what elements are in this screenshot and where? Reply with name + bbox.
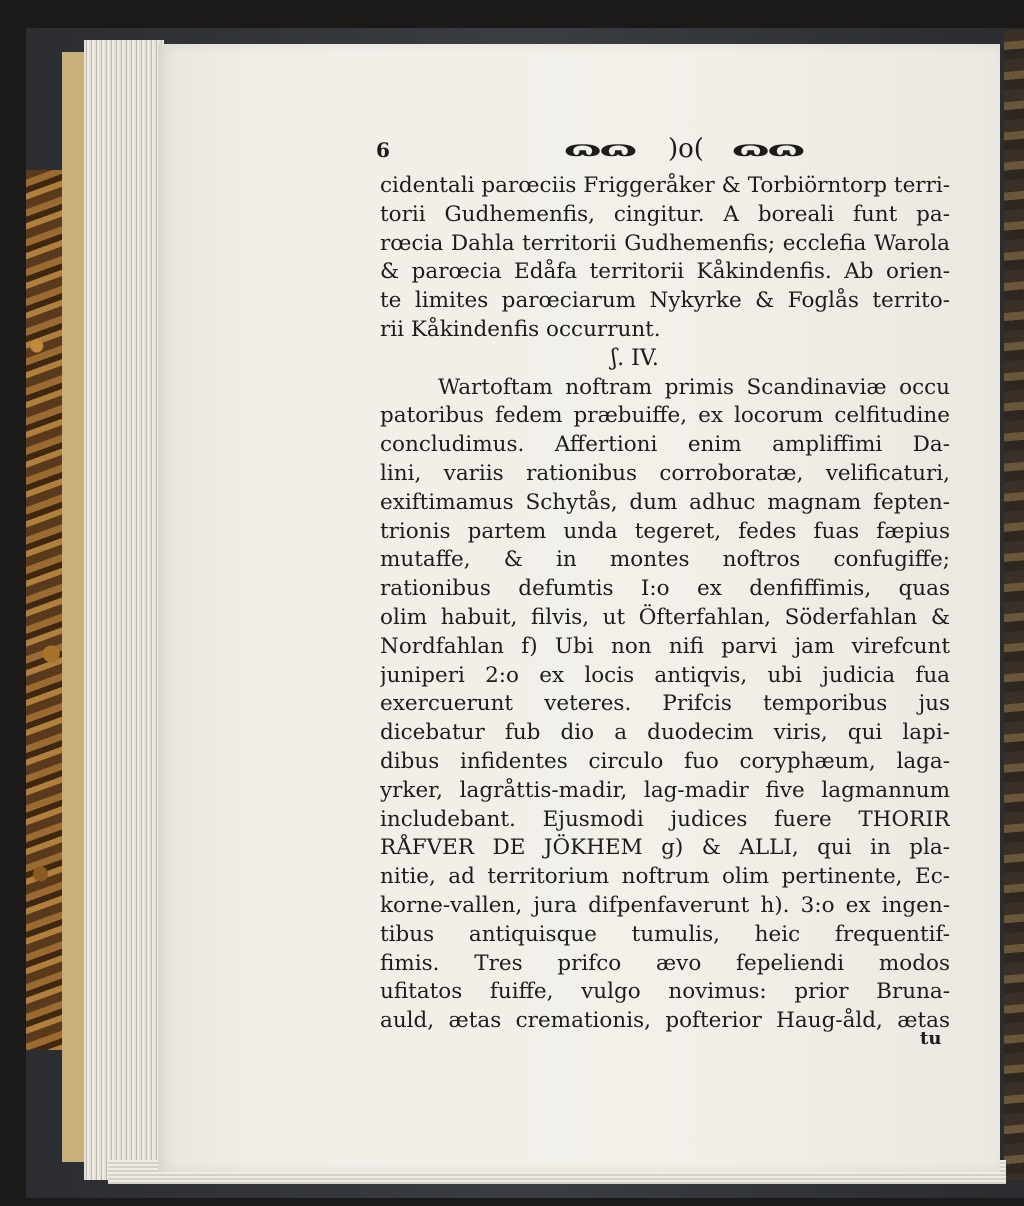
text-line: torii Gudhemenfis, cingitur. A boreali funt pa- [380, 201, 950, 227]
body-text [380, 172, 950, 1036]
ornament-right-icon: ɷɷ [732, 136, 804, 162]
header-mark: )o( [668, 134, 704, 164]
page-number: 6 [376, 138, 390, 162]
text-line: dibus infidentes circulo fuo coryphæum, laga- [380, 748, 950, 774]
text-line: concludimus. Affertioni enim ampliffimi Da- [380, 432, 950, 458]
text-line: rii Kåkindenfis occurrunt. [380, 316, 661, 342]
text-line: dicebatur fub dio a duodecim viris, qui lapi- [380, 720, 950, 746]
text-line: rationibus defumtis I:o ex denfiffimis, quas [380, 576, 950, 602]
text-line: tibus antiquisque tumulis, heic frequentif- [380, 921, 950, 947]
text-line: trionis partem unda tegeret, fedes fuas fæpius [380, 518, 950, 544]
text-line: lini, variis rationibus corroboratæ, velificaturi, [380, 460, 950, 486]
page-edges [84, 40, 164, 1180]
marbled-endpaper [26, 170, 62, 1050]
text-line: exercuerunt veteres. Prifcis temporibus jus [380, 691, 950, 717]
ornament-left-icon: ɷɷ [564, 136, 636, 162]
text-line: auld, ætas cremationis, pofterior Haug-åld, ætas [380, 1008, 950, 1034]
text-line: includebant. Ejusmodi judices fuere THORIR [380, 806, 950, 832]
text-line: patoribus fedem præbuiffe, ex locorum celfitudine [380, 403, 950, 429]
catchword: tu [920, 1028, 942, 1049]
text-line: yrker, lagråttis-madir, lag-madir five lagmannum [380, 777, 950, 803]
text-line: olim habuit, filvis, ut Öfterfahlan, Söderfahlan & [380, 604, 950, 630]
text-line: exiftimamus Schytås, dum adhuc magnam fepten- [380, 489, 950, 515]
text-line: juniperi 2:o ex locis antiqvis, ubi judicia fua [380, 662, 950, 688]
text-line: RÅFVER DE JÖKHEM g) & ALLI, qui in pla- [380, 835, 950, 861]
text-line: rœcia Dahla territorii Gudhemenfis; ecclefia Warola [380, 230, 950, 256]
text-line: cidentali parœciis Friggeråker & Torbiörntorp terri- [380, 173, 950, 198]
running-header [376, 128, 804, 172]
text-line: korne-vallen, jura difpenfaverunt h). 3:o ex ingen- [380, 892, 950, 918]
text-line: te limites parœciarum Nykyrke & Foglås territo- [380, 288, 950, 314]
text-line: & parœcia Edåfa territorii Kåkindenfis. Ab orien- [380, 259, 950, 285]
text-line: Nordfahlan f) Ubi non nifi parvi jam virefcunt [380, 633, 950, 659]
text-line: Wartoftam noftram primis Scandinaviæ occu [438, 374, 950, 400]
marbled-endpaper-right [1004, 30, 1024, 1180]
section-heading: ʃ. IV. [611, 345, 659, 371]
text-line: ufitatos fuiffe, vulgo novimus: prior Bruna- [380, 979, 950, 1005]
text-line: nitie, ad territorium noftrum olim pertinente, Ec- [380, 864, 950, 890]
text-line: fimis. Tres prifco ævo fepeliendi modos [380, 950, 950, 976]
text-line: mutaffe, & in montes noftros confugiffe; [380, 547, 950, 573]
